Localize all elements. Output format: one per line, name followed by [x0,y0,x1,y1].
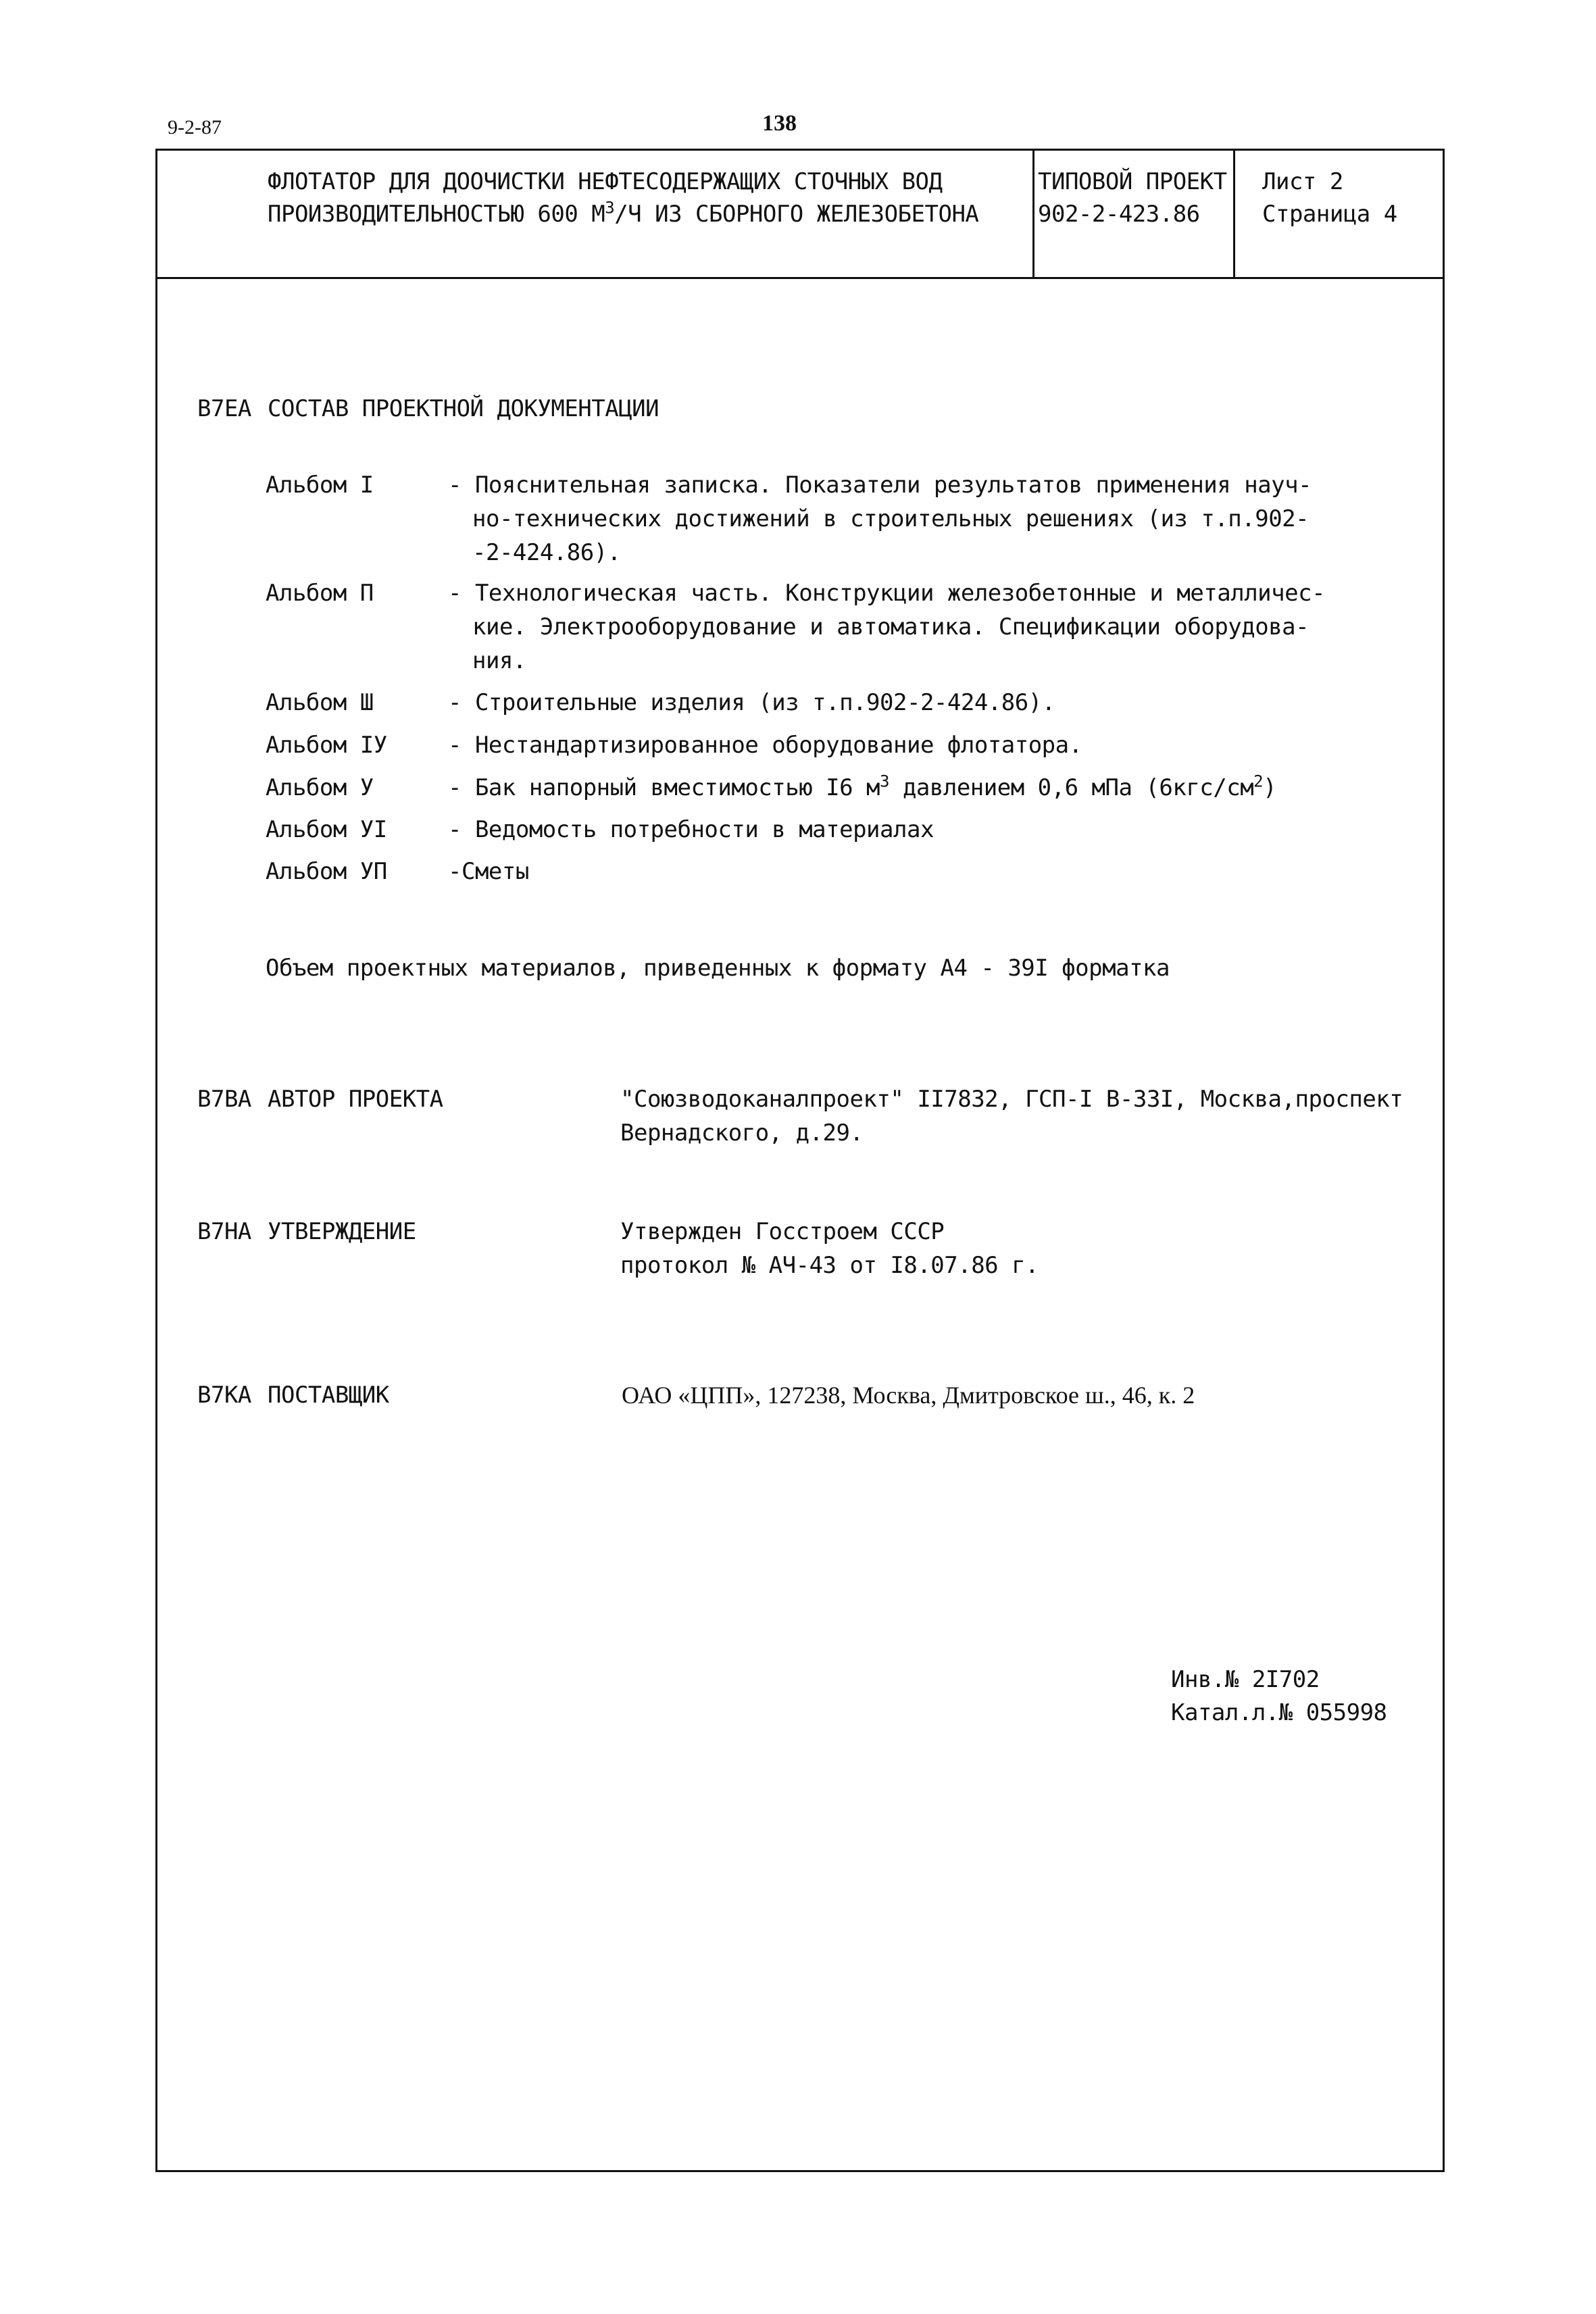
album-name: Альбом П [266,580,374,607]
header-bottom-rule [155,277,1445,279]
header-divider-1 [1032,149,1034,278]
album-name: Альбом Ш [266,689,374,716]
page-label: Страница 4 [1262,201,1397,228]
series-code: 9-2-87 [168,116,222,139]
album-description: - Бак напорный вместимостью I6 $м^3$ давлением 0,6 мПа $(6кгс/см^2)$ [448,772,1277,801]
approval-line2: протокол № АЧ-43 от I8.07.86 г. [620,1252,1039,1279]
catalog-number: Катал.л.№ 055998 [1171,1699,1387,1726]
composition-code: В7ЕА [197,395,251,422]
album-name: Альбом IУ [266,732,387,759]
album-name: Альбом I [266,472,374,499]
album-item [266,855,1320,888]
album-name: Альбом УП [266,858,387,885]
supplier-code: В7КА [197,1382,251,1409]
project-number: 902-2-423.86 [1038,201,1200,228]
album-description: - Строительные изделия (из т.п.902-2-424.86). [448,689,1055,716]
page-frame [155,149,1445,2172]
album-description: - Технологическая часть. Конструкции железобетонные и металличес- кие. Электрооборудование и автоматика. Спецификации оборудова- ния. [448,580,1326,674]
album-item [266,686,1320,720]
album-description: -Сметы [448,858,529,885]
approval-code: В7НА [197,1218,251,1245]
approval-label: УТВЕРЖДЕНИЕ [268,1218,416,1245]
author-code: В7ВА [197,1086,251,1113]
album-item [266,576,1326,678]
project-label: ТИПОВОЙ ПРОЕКТ [1038,168,1227,195]
approval-line1: Утвержден Госстроем СССР [620,1218,945,1245]
author-label: АВТОР ПРОЕКТА [268,1086,443,1113]
sheet-label: Лист 2 [1262,168,1343,195]
header-divider-2 [1233,149,1235,278]
album-name: Альбом У [266,774,374,801]
inventory-number: Инв.№ 2I702 [1171,1666,1320,1693]
album-item [266,771,1320,805]
album-item [266,813,1320,847]
album-item [266,728,1320,762]
supplier-label: ПОСТАВЩИК [268,1382,389,1409]
album-item [266,468,1320,570]
document-title-line2: ПРОИЗВОДИТЕЛЬНОСТЬЮ 600 $М^3/Ч$ ИЗ СБОРНОГО ЖЕЛЕЗОБЕТОНА [268,198,979,228]
page-number: 138 [762,111,797,136]
composition-heading: СОСТАВ ПРОЕКТНОЙ ДОКУМЕНТАЦИИ [268,395,659,422]
album-description: - Пояснительная записка. Показатели результатов применения науч- но-технических достижений в строительных решениях (из т.п.902- -2-424.86). [448,472,1312,566]
author-address-line2: Вернадского, д.29. [620,1120,864,1147]
album-name: Альбом УI [266,816,387,843]
author-address-line1: "Союзводоканалпроект" II7832, ГСП-I В-33I, Москва,проспект [620,1086,1403,1113]
volume-statement: Объем проектных материалов, приведенных к формату А4 - 39I форматка [266,955,1170,982]
album-description: - Нестандартизированное оборудование флотатора. [448,732,1082,759]
supplier-address: ОАО «ЦПП», 127238, Москва, Дмитровское ш., 46, к. 2 [622,1382,1195,1409]
document-title-line1: ФЛОТАТОР ДЛЯ ДООЧИСТКИ НЕФТЕСОДЕРЖАЩИХ СТОЧНЫХ ВОД [268,168,943,195]
album-description: - Ведомость потребности в материалах [448,816,934,843]
